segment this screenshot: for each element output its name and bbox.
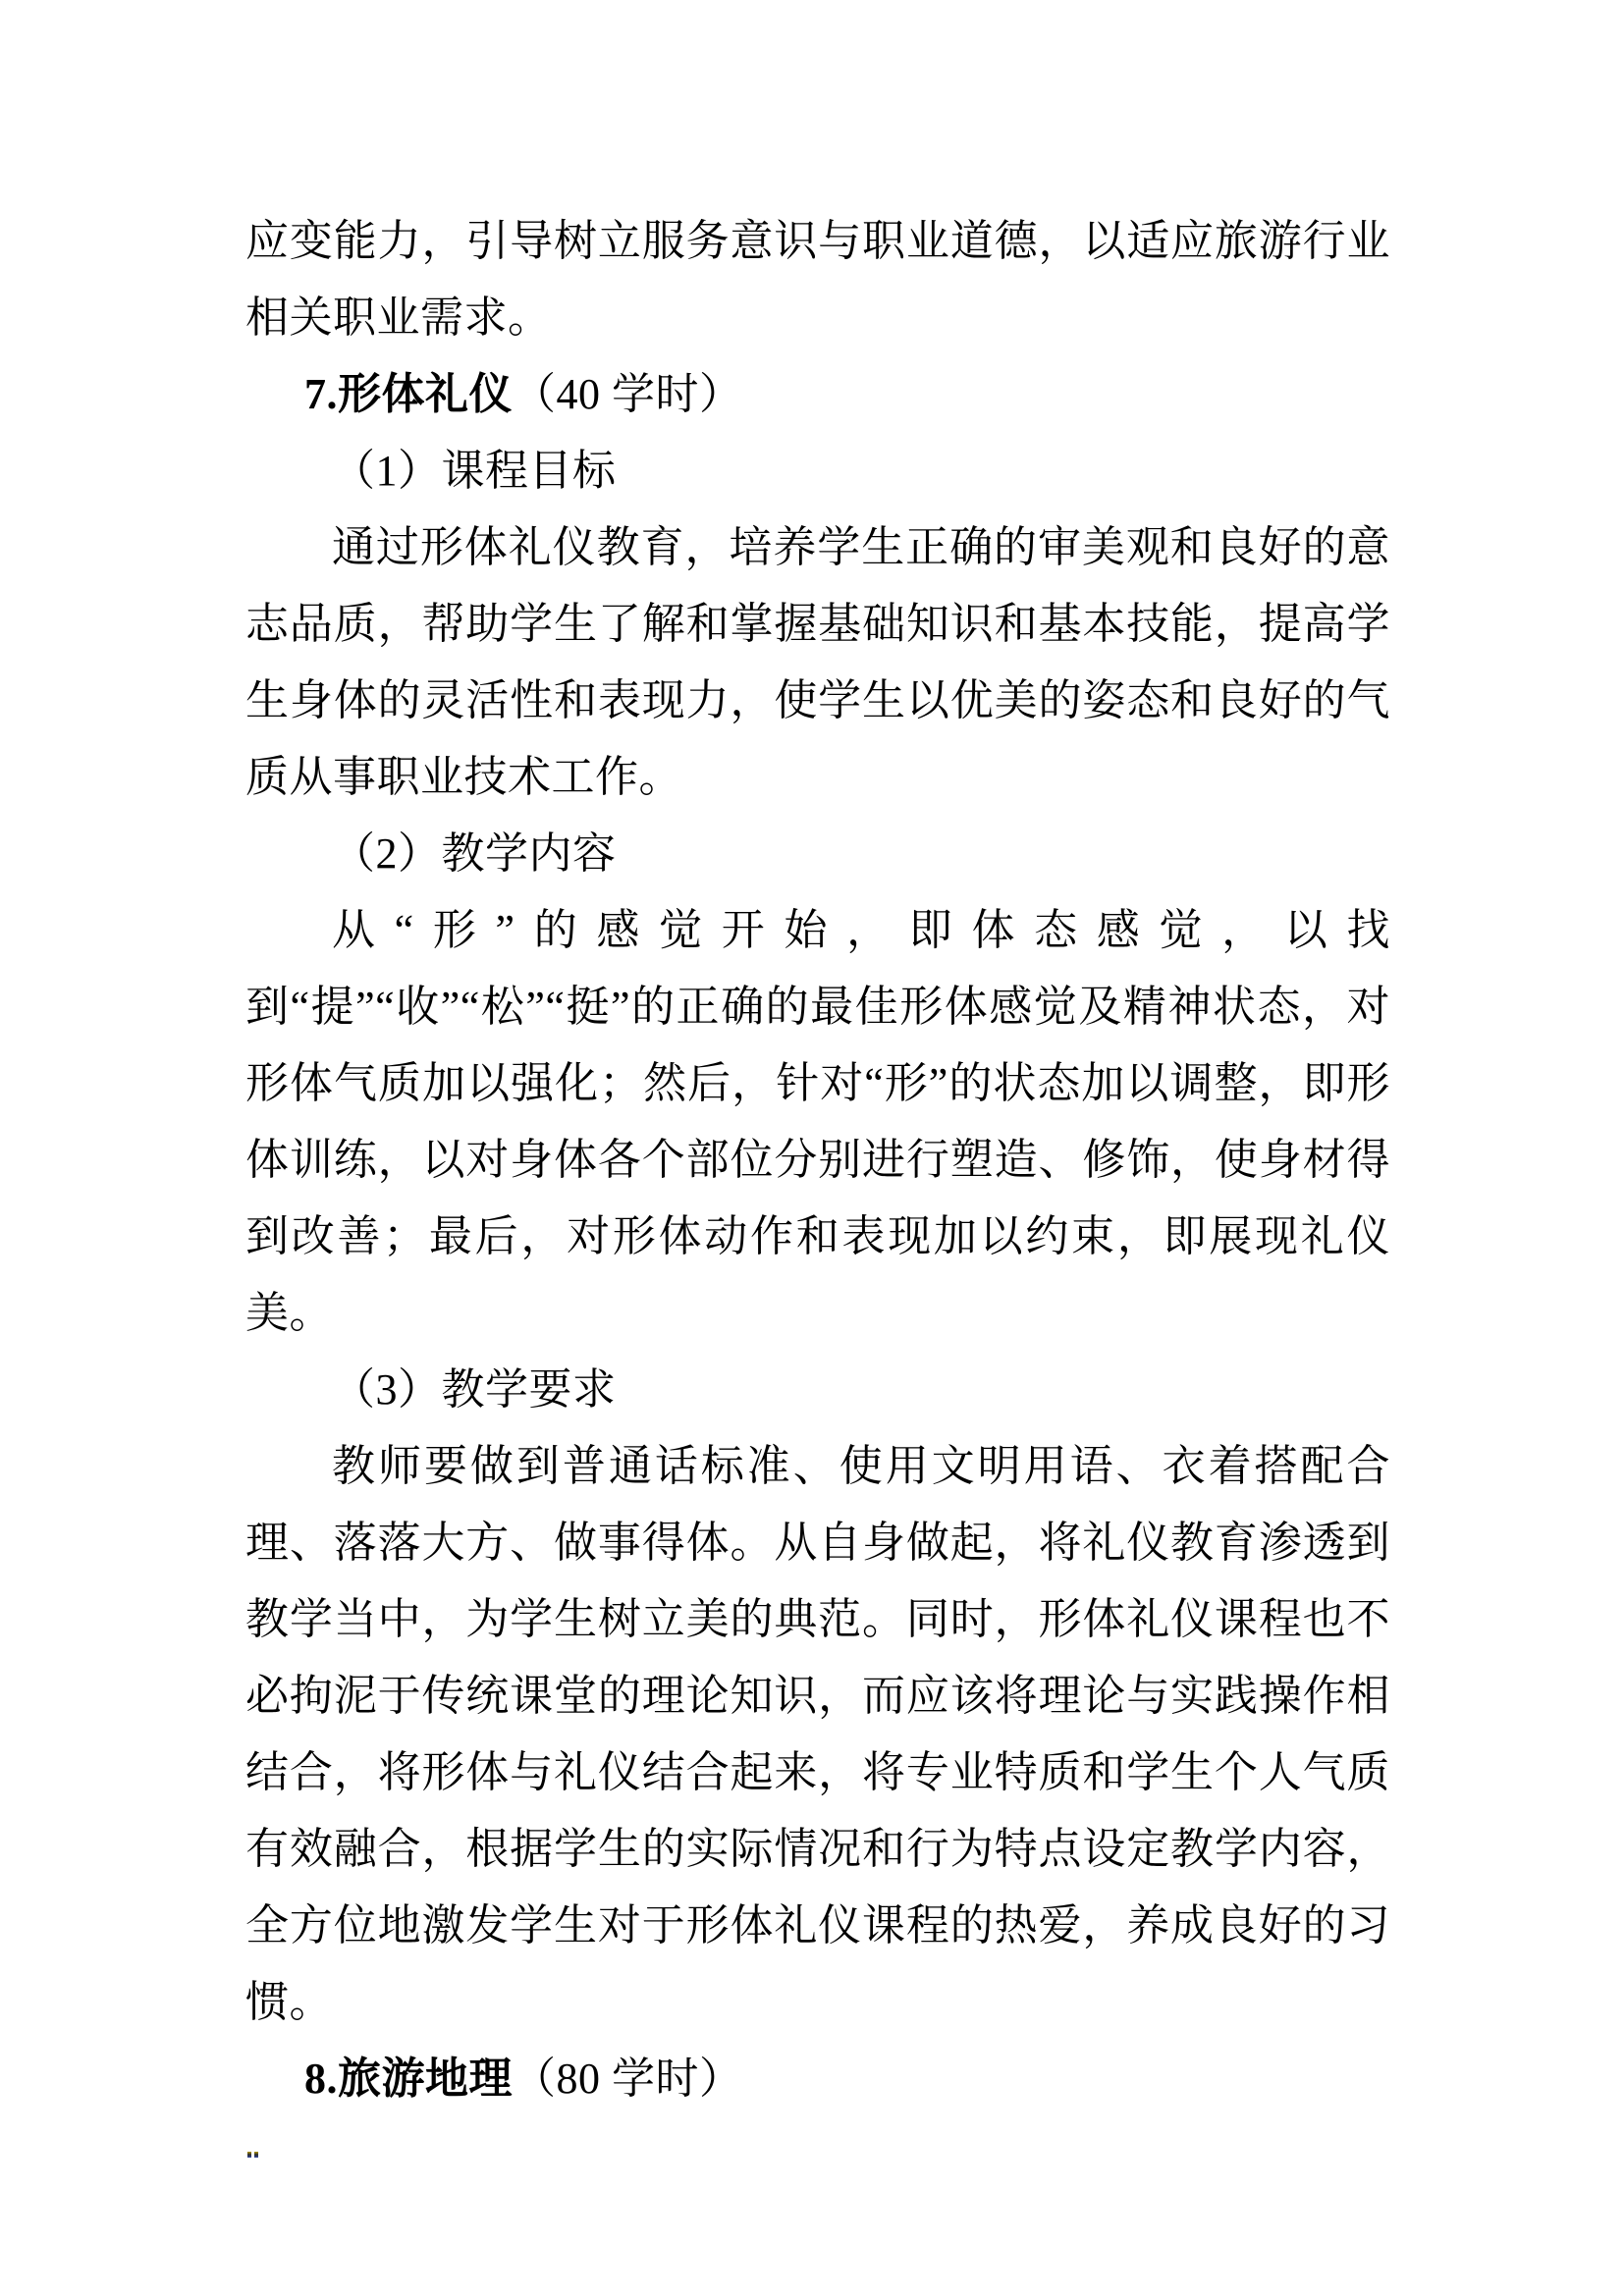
paragraph-course-objectives: 通过形体礼仪教育，培养学生正确的审美观和良好的意志品质，帮助学生了解和掌握基础知识和基本技能，提高学生身体的灵活性和表现力，使学生以优美的姿态和良好的气质从事职业技术工作。	[245, 523, 1390, 801]
section-heading-7-title: 7.形体礼仪	[304, 370, 513, 418]
subheading-teaching-content: （2）教学内容	[332, 829, 617, 878]
footer-dot-icon	[247, 2152, 251, 2158]
subheading-course-objectives: （1）课程目标	[332, 447, 617, 495]
paragraph-teaching-content: 从“形”的感觉开始，即体态感觉，以找到“提”“收”“松”“挺”的正确的最佳形体感觉及精神状态，对形体气质加以强化；然后，针对“形”的状态加以调整，即形体训练，以对身体各个部位分别进行塑造、修饰，使身材得到改善；最后，对形体动作和表现加以约束，即展现礼仪美。	[245, 906, 1390, 1337]
footer-artifact-dots	[247, 2152, 258, 2158]
section-heading-7	[245, 356, 1390, 433]
section-heading-8-hours: （80 学时）	[513, 2055, 743, 2103]
paragraph-intro-continuation: 应变能力，引导树立服务意识与职业道德，以适应旅游行业相关职业需求。	[245, 217, 1390, 342]
section-heading-8	[245, 2041, 1390, 2117]
footer-dot-icon	[254, 2152, 258, 2158]
document-content	[245, 203, 1390, 2117]
section-heading-7-hours: （40 学时）	[513, 370, 743, 418]
paragraph-teaching-requirements: 教师要做到普通话标准、使用文明用语、衣着搭配合理、落落大方、做事得体。从自身做起，将礼仪教育渗透到教学当中，为学生树立美的典范。同时，形体礼仪课程也不必拘泥于传统课堂的理论知识，而应该将理论与实践操作相结合，将形体与礼仪结合起来，将专业特质和学生个人气质有效融合，根据学生的实际情况和行为特点设定教学内容，全方位地激发学生对于形体礼仪课程的热爱，养成良好的习惯。	[245, 1442, 1390, 2026]
subheading-teaching-requirements: （3）教学要求	[332, 1365, 617, 1414]
section-heading-8-title: 8.旅游地理	[304, 2055, 513, 2103]
